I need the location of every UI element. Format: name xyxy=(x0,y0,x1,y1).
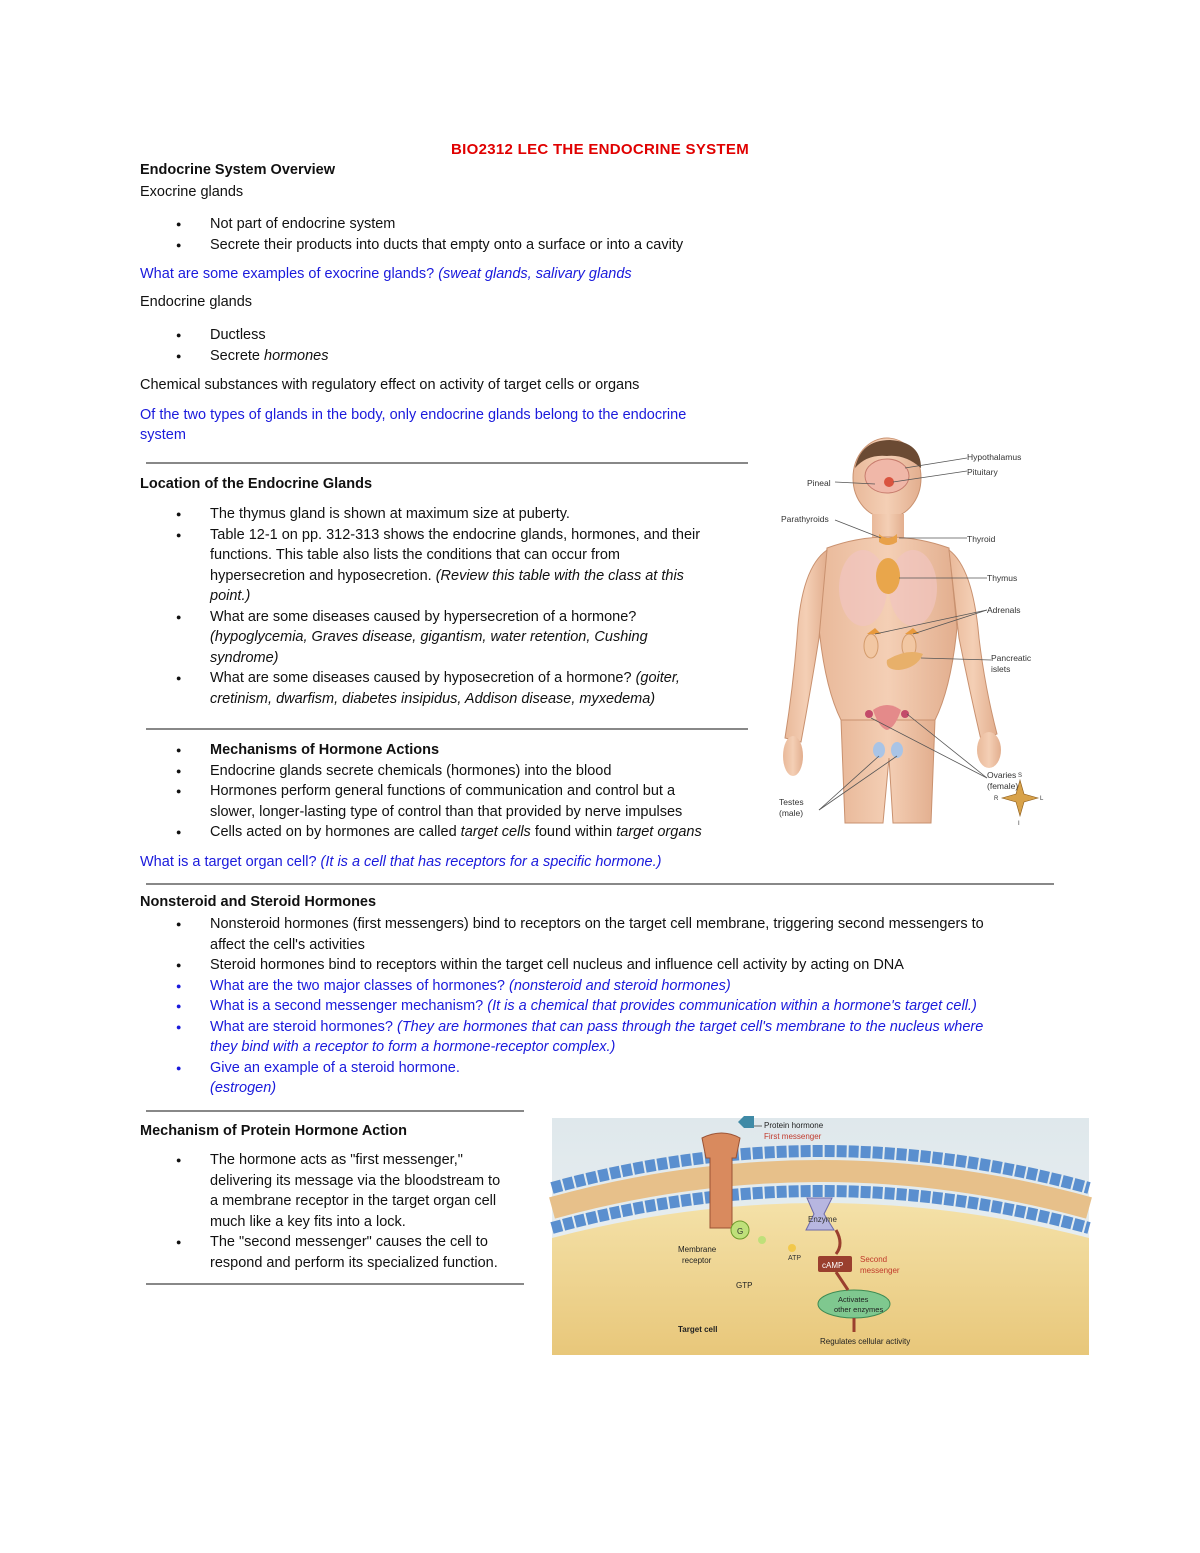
thymus-shape xyxy=(876,558,900,594)
legs-shape xyxy=(841,720,935,823)
divider xyxy=(146,728,748,730)
emphasis-text: hormones xyxy=(264,347,329,364)
label-membrane: Membrane xyxy=(678,1245,717,1254)
pituitary-shape xyxy=(884,477,894,487)
answer-text: (nonsteroid and steroid hormones) xyxy=(509,977,731,994)
label-parathyroids: Parathyroids xyxy=(781,514,829,524)
chemical-definition: Chemical substances with regulatory effect on activity of target cells or organs xyxy=(140,377,640,393)
list-item-text: What are some diseases caused by hyposecretion of a hormone? xyxy=(210,670,632,686)
label-thyroid: Thyroid xyxy=(967,534,996,544)
emphasis-text: target organs xyxy=(616,824,702,840)
divider xyxy=(146,1110,524,1112)
label-activates: Activates xyxy=(838,1295,869,1304)
list-item xyxy=(140,1150,500,1232)
emphasis-text: syndrome) xyxy=(210,649,279,666)
exocrine-label: Exocrine glands xyxy=(140,184,244,200)
list-item-line xyxy=(210,1017,984,1038)
blue-statement-line-1: Of the two types of glands in the body, only endocrine glands belong to the endocrine xyxy=(140,407,687,423)
steroid-heading: Nonsteroid and Steroid Hormones xyxy=(140,894,377,910)
label-atp: ATP xyxy=(788,1255,802,1262)
list-item-line xyxy=(210,627,700,648)
divider xyxy=(146,462,748,464)
list-item-line xyxy=(210,586,700,607)
list-item xyxy=(140,1058,984,1099)
kidney-shape xyxy=(864,634,878,658)
label-pancreatic: Pancreatic xyxy=(991,653,1032,663)
list-item-line: ● The "second messenger" causes the cell to xyxy=(210,1234,488,1250)
list-item-line xyxy=(210,689,700,710)
list-item-line xyxy=(210,668,700,689)
list-item-line: ● Hormones perform general functions of communication and control but a xyxy=(210,783,676,799)
right-hand-shape xyxy=(977,732,1001,768)
list-item-line: ● Nonsteroid hormones (first messengers) bind to receptors on the target cell membrane, triggering second messengers to xyxy=(210,916,984,932)
emphasis-text: target cells xyxy=(460,824,531,840)
list-item: ● Ductless xyxy=(140,325,329,346)
list-item: ● Endocrine glands secrete chemicals (hormones) into the blood xyxy=(140,761,702,782)
list-item xyxy=(140,346,329,367)
label-ovaries: Ovaries xyxy=(987,770,1017,780)
protein-heading: Mechanism of Protein Hormone Action xyxy=(140,1123,407,1139)
list-item xyxy=(140,668,700,709)
divider xyxy=(146,883,1054,885)
list-item-line xyxy=(210,1037,984,1058)
target-organ-question xyxy=(140,852,661,873)
label-testes: Testes xyxy=(779,797,804,807)
list-item: ● Not part of endocrine system xyxy=(140,214,683,235)
label-hypothalamus: Hypothalamus xyxy=(967,452,1022,462)
list-item-text: hypersecretion and hyposecretion. xyxy=(210,567,432,584)
answer-text: (It is a chemical that provides communication within a hormone's target cell.) xyxy=(487,998,977,1014)
document-title: BIO2312 LEC THE ENDOCRINE SYSTEM xyxy=(451,141,749,158)
list-item-line xyxy=(210,1078,984,1099)
list-item-line: much like a key fits into a lock. xyxy=(210,1213,406,1230)
endocrine-body-figure xyxy=(775,438,1065,827)
answer-text: (sweat glands, salivary glands xyxy=(438,266,632,282)
emphasis-text: (Review this table with the class at this xyxy=(435,567,684,584)
steroid-list xyxy=(140,914,984,1099)
list-item-text: Secrete xyxy=(210,347,260,364)
list-item xyxy=(140,1017,984,1058)
ovary-shape xyxy=(865,710,873,718)
list-item xyxy=(140,781,702,822)
label-male: (male) xyxy=(779,808,804,818)
list-item-line: delivering its message via the bloodstream to xyxy=(210,1172,501,1189)
list-item-line: slower, longer-lasting type of control than that provided by nerve impulses xyxy=(210,803,683,820)
answer-text: they bind with a receptor to form a hormone-receptor complex.) xyxy=(210,1039,616,1055)
compass-l: L xyxy=(1040,796,1044,802)
label-thymus: Thymus xyxy=(987,573,1018,583)
atp-icon xyxy=(788,1244,796,1252)
question-text: ● Give an example of a steroid hormone. xyxy=(210,1059,460,1076)
list-item xyxy=(140,996,984,1017)
answer-text: (estrogen) xyxy=(210,1080,277,1096)
list-item-line: ● What are some diseases caused by hypersecretion of a hormone? xyxy=(210,608,637,625)
question-text: What are some examples of exocrine glands? xyxy=(140,266,435,282)
testis-shape xyxy=(891,742,903,758)
label-receptor: receptor xyxy=(682,1256,712,1265)
exocrine-question xyxy=(140,264,632,285)
label-adrenals: Adrenals xyxy=(987,605,1021,615)
label-islets: islets xyxy=(991,664,1011,674)
question-text: What are the two major classes of hormones? xyxy=(210,977,505,994)
list-item-line: respond and perform its specialized function. xyxy=(210,1254,498,1271)
answer-text: (They are hormones that can pass through the target cell's membrane to the nucleus where xyxy=(396,1018,984,1035)
list-item: ● The thymus gland is shown at maximum size at puberty. xyxy=(140,504,700,525)
compass-r: R xyxy=(994,796,999,802)
list-item: ● Secrete their products into ducts that empty onto a surface or into a cavity xyxy=(140,235,683,256)
question-text: What is a second messenger mechanism? xyxy=(210,998,484,1014)
label-pineal: Pineal xyxy=(807,478,831,488)
answer-text: (It is a cell that has receptors for a specific hormone.) xyxy=(320,854,662,870)
question-text: What is a target organ cell? xyxy=(140,854,317,870)
list-item xyxy=(140,822,702,843)
location-list xyxy=(140,504,700,709)
list-item: ● Steroid hormones bind to receptors within the target cell nucleus and influence cell activity by acting on DNA xyxy=(140,955,984,976)
label-g: G xyxy=(737,1227,744,1236)
emphasis-text: point.) xyxy=(210,588,251,604)
label-camp: cAMP xyxy=(822,1261,844,1270)
protein-list xyxy=(140,1150,500,1273)
ovary-shape xyxy=(901,710,909,718)
list-item-text: found within xyxy=(534,824,613,840)
list-item: ● Mechanisms of Hormone Actions xyxy=(140,740,702,761)
list-item xyxy=(140,976,984,997)
compass-i: I xyxy=(1018,821,1020,827)
exocrine-list xyxy=(140,214,683,255)
label-enzyme: Enzyme xyxy=(808,1215,837,1224)
label-female: (female) xyxy=(987,781,1019,791)
testis-shape xyxy=(873,742,885,758)
compass-s: S xyxy=(1018,773,1023,779)
left-hand-shape xyxy=(783,736,803,776)
label-second: Second xyxy=(860,1255,888,1264)
list-item xyxy=(140,1232,500,1273)
overview-heading: Endocrine System Overview xyxy=(140,162,336,178)
label-other-enzymes: other enzymes xyxy=(834,1305,884,1314)
question-text: What are steroid hormones? xyxy=(210,1018,393,1035)
mechanisms-list xyxy=(140,740,702,843)
label-gtp: GTP xyxy=(736,1281,753,1290)
label-messenger: messenger xyxy=(860,1266,900,1275)
list-item xyxy=(140,914,984,955)
label-protein-hormone: Protein hormone xyxy=(764,1121,824,1130)
list-item-line: functions. This table also lists the conditions that can occur from xyxy=(210,547,620,563)
endocrine-label: Endocrine glands xyxy=(140,294,253,310)
gtp-shape xyxy=(758,1236,766,1244)
label-pituitary: Pituitary xyxy=(967,467,998,477)
divider xyxy=(146,1283,524,1285)
emphasis-text: (goiter, xyxy=(635,670,680,686)
list-item xyxy=(140,525,700,607)
list-item-line: ● Table 12-1 on pp. 312-313 shows the endocrine glands, hormones, and their xyxy=(210,526,701,543)
list-item-line: a membrane receptor in the target organ cell xyxy=(210,1193,497,1209)
label-first-messenger: First messenger xyxy=(764,1132,822,1141)
list-item-text: Cells acted on by hormones are called xyxy=(210,824,457,840)
list-item xyxy=(140,607,700,669)
list-item-line: affect the cell's activities xyxy=(210,936,365,953)
emphasis-text: cretinism, dwarfism, diabetes insipidus, Addison disease, myxedema) xyxy=(210,690,656,707)
emphasis-text: (hypoglycemia, Graves disease, gigantism, water retention, Cushing xyxy=(210,629,648,645)
list-item-line xyxy=(210,566,700,587)
label-target-cell: Target cell xyxy=(678,1325,718,1334)
blue-statement-line-2: system xyxy=(140,427,186,443)
endocrine-list xyxy=(140,325,329,366)
protein-hormone-mechanism-figure xyxy=(552,1118,1089,1355)
location-heading: Location of the Endocrine Glands xyxy=(140,476,373,492)
list-item-line xyxy=(210,648,700,669)
label-regulates: Regulates cellular activity xyxy=(820,1337,911,1346)
list-item-line: ● The hormone acts as "first messenger," xyxy=(210,1152,463,1168)
brain-shape xyxy=(865,459,909,493)
